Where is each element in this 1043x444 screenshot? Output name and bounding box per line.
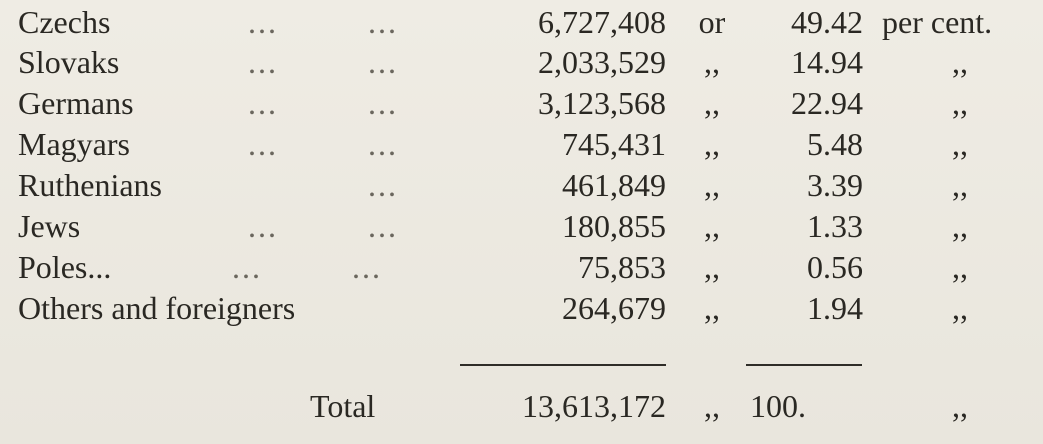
- ditto-mark: ,,: [952, 167, 968, 203]
- ditto-mark: ,,: [704, 44, 720, 80]
- population-value: 6,727,408: [538, 4, 666, 40]
- nationality-name: Slovaks: [18, 44, 120, 80]
- total-value: 13,613,172: [522, 388, 666, 424]
- leader-dots: ...: [352, 249, 382, 285]
- leader-dots: ...: [368, 4, 398, 40]
- ditto-mark: ,,: [704, 85, 720, 121]
- leader-dots: ...: [248, 126, 278, 162]
- leader-dots: ...: [248, 4, 278, 40]
- ditto-mark: ,,: [704, 126, 720, 162]
- ditto-mark: ,,: [952, 290, 968, 326]
- ditto-mark: ,,: [952, 249, 968, 285]
- nationality-name: Czechs: [18, 4, 111, 40]
- sum-rule-percent: [746, 364, 862, 366]
- ditto-mark: ,,: [952, 85, 968, 121]
- table-row: [0, 247, 1043, 287]
- nationality-name: Ruthenians: [18, 167, 162, 203]
- leader-dots: ...: [248, 208, 278, 244]
- ditto-mark: ,,: [952, 44, 968, 80]
- population-value: 75,853: [578, 249, 666, 285]
- leader-dots: ...: [232, 249, 262, 285]
- ditto-mark: ,,: [704, 388, 720, 424]
- ditto-mark: ,,: [704, 290, 720, 326]
- percent-suffix: per cent.: [882, 4, 993, 40]
- percent-value: 1.94: [807, 290, 863, 326]
- percent-value: 3.39: [807, 167, 863, 203]
- leader-dots: ...: [368, 167, 398, 203]
- ditto-mark: ,,: [704, 208, 720, 244]
- table-row: [0, 124, 1043, 164]
- population-value: 745,431: [562, 126, 666, 162]
- nationality-name: Magyars: [18, 126, 130, 162]
- ditto-mark: ,,: [952, 388, 968, 424]
- connector-word: or: [698, 4, 726, 40]
- percent-value: 14.94: [791, 44, 863, 80]
- percent-value: 5.48: [807, 126, 863, 162]
- population-value: 180,855: [562, 208, 666, 244]
- sum-rule-population: [460, 364, 666, 366]
- nationality-name: Jews: [18, 208, 81, 244]
- nationality-name: Others and foreigners: [18, 290, 296, 326]
- leader-dots: ...: [248, 85, 278, 121]
- ditto-mark: ,,: [952, 126, 968, 162]
- ditto-mark: ,,: [704, 249, 720, 285]
- table-row: [0, 206, 1043, 246]
- table-row: [0, 165, 1043, 205]
- percent-value: 1.33: [807, 208, 863, 244]
- leader-dots: ...: [368, 126, 398, 162]
- nationality-name: Poles...: [18, 249, 112, 285]
- total-label: Total: [310, 388, 376, 424]
- leader-dots: ...: [368, 44, 398, 80]
- total-percent: 100.: [750, 388, 806, 424]
- leader-dots: ...: [248, 44, 278, 80]
- percent-value: 49.42: [791, 4, 863, 40]
- ditto-mark: ,,: [952, 208, 968, 244]
- table-row: [0, 42, 1043, 82]
- table-row: [0, 2, 1043, 42]
- population-value: 3,123,568: [538, 85, 666, 121]
- leader-dots: ...: [368, 208, 398, 244]
- population-value: 461,849: [562, 167, 666, 203]
- nationality-name: Germans: [18, 85, 134, 121]
- population-value: 2,033,529: [538, 44, 666, 80]
- leader-dots: ...: [368, 85, 398, 121]
- table-row: [0, 288, 1043, 328]
- total-row: [0, 386, 1043, 426]
- ditto-mark: ,,: [704, 167, 720, 203]
- population-value: 264,679: [562, 290, 666, 326]
- percent-value: 22.94: [791, 85, 863, 121]
- table-row: [0, 83, 1043, 123]
- percent-value: 0.56: [807, 249, 863, 285]
